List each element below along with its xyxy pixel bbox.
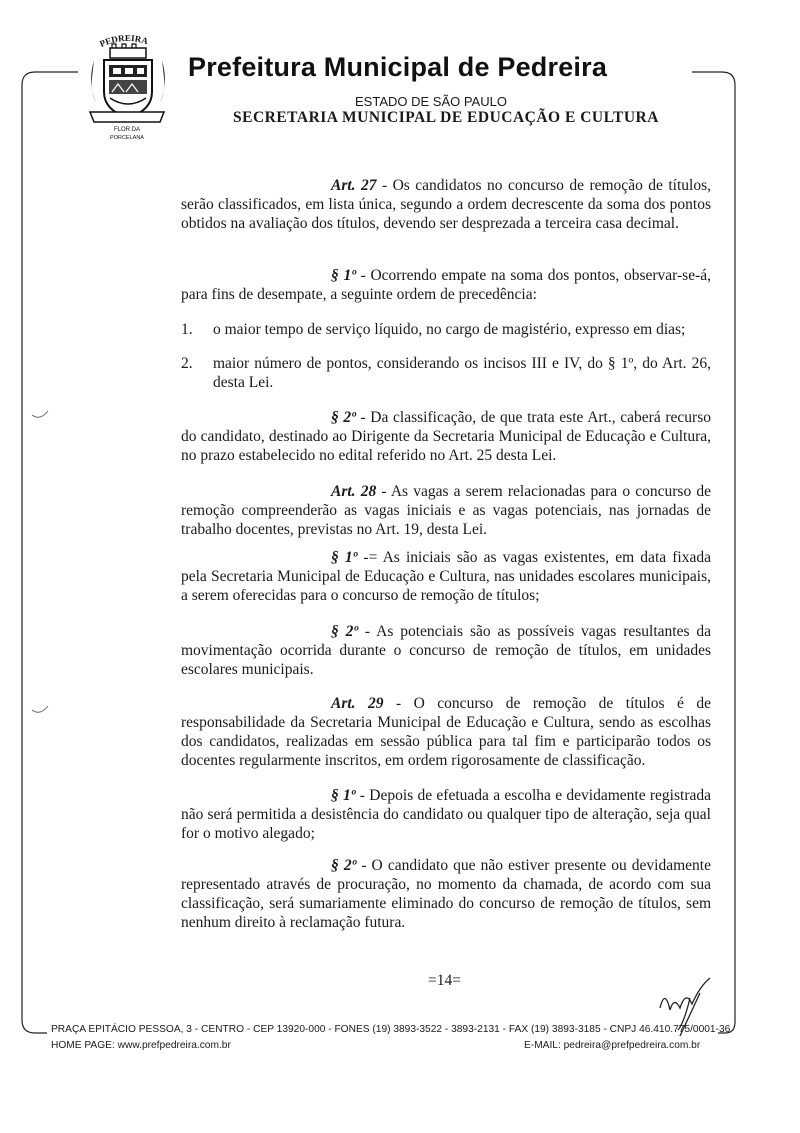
svg-text:PEDREIRA <box>98 33 150 49</box>
footer-email: E-MAIL: pedreira@prefpedreira.com.br <box>524 1040 701 1051</box>
page-title: Prefeitura Municipal de Pedreira <box>188 52 608 82</box>
article-28-paragraph-1: § 1º -= As iniciais são as vagas existentes, em data fixada pela Secretaria Municipal de Educação e Cultura, nas unidades escolares municipais, a serem oferecidas para o concurso de remoção de títulos; <box>181 549 711 604</box>
article-27-paragraph-1: § 1º - Ocorrendo empate na soma dos pontos, observar-se-á, para fins de desempate, a seguinte ordem de precedência: <box>181 267 711 303</box>
article-28-paragraph-2: § 2º - As potenciais são as possíveis vagas resultantes da movimentação ocorrida durante o concurso de remoção de títulos, em unidades escolares municipais. <box>181 623 711 678</box>
article-28-paragraph: Art. 28 - As vagas a serem relacionadas para o concurso de remoção compreenderão as vagas iniciais e as vagas potenciais, nas jornadas de trabalho docentes, previstas no Art. 19, desta Lei. <box>181 483 711 538</box>
article-29-paragraph: Art. 29 - O concurso de remoção de títulos é de responsabilidade da Secretaria Municipal de Educação e Cultura, sendo as escolhas dos candidatos, realizadas em sessão pública para tal fim e participarão todos os docentes regularmente inscritos, em ordem rigorosamente de classificação. <box>181 695 711 769</box>
list-item-text: o maior tempo de serviço líquido, no cargo de magistério, expresso em dias; <box>213 321 686 338</box>
article-27-paragraph-2: § 2º - Da classificação, de que trata este Art., caberá recurso do candidato, destinado ao Dirigente da Secretaria Municipal de Educação e Cultura, no prazo estabelecido no edital referido no Art. 25 desta Lei. <box>181 409 711 464</box>
department-name: SECRETARIA MUNICIPAL DE EDUCAÇÃO E CULTURA <box>233 109 659 126</box>
margin-mark <box>30 700 52 716</box>
crest-top-text: PEDREIRA <box>98 32 150 49</box>
article-29-paragraph-2: § 2º - O candidato que não estiver presente ou devidamente representado através de procuração, no momento da chamada, de acordo com sua classificação, será sumariamente eliminado do concurso de remoção de títulos, sem nenhum direito à reclamação futura. <box>181 857 711 931</box>
svg-text:PORCELANA: PORCELANA <box>110 135 144 141</box>
page-number: =14= <box>428 972 461 989</box>
municipal-coat-of-arms-icon <box>82 30 172 145</box>
footer-address: PRAÇA EPITÁCIO PESSOA, 3 - CENTRO - CEP 13920-000 - FONES (19) 3893-3522 - 3893-2131 - FAX (19) 3893-3185 - CNPJ 46.410.775/0001-36 <box>51 1024 731 1035</box>
article-29-paragraph-1: § 1º - Depois de efetuada a escolha e devidamente registrada não será permitida a desistência do candidato ou qualquer tipo de alteração, seja qual for o motivo alegado; <box>181 787 711 842</box>
svg-text:FLOR DA: FLOR DA <box>113 127 141 133</box>
margin-mark <box>30 405 52 421</box>
list-item-text: maior número de pontos, considerando os incisos III e IV, do § 1º, do Art. 26, desta Lei. <box>213 355 711 391</box>
list-item-number: 1. <box>181 321 193 338</box>
list-item-number: 2. <box>181 355 193 372</box>
footer-home-page: HOME PAGE: www.prefpedreira.com.br <box>51 1040 231 1051</box>
article-27-paragraph: Art. 27 - Os candidatos no concurso de remoção de títulos, serão classificados, em lista única, segundo a ordem decrescente da soma dos pontos obtidos na avaliação dos títulos, devendo ser desprezada a terceira casa decimal. <box>181 177 711 232</box>
state-name: ESTADO DE SÃO PAULO <box>355 94 507 109</box>
